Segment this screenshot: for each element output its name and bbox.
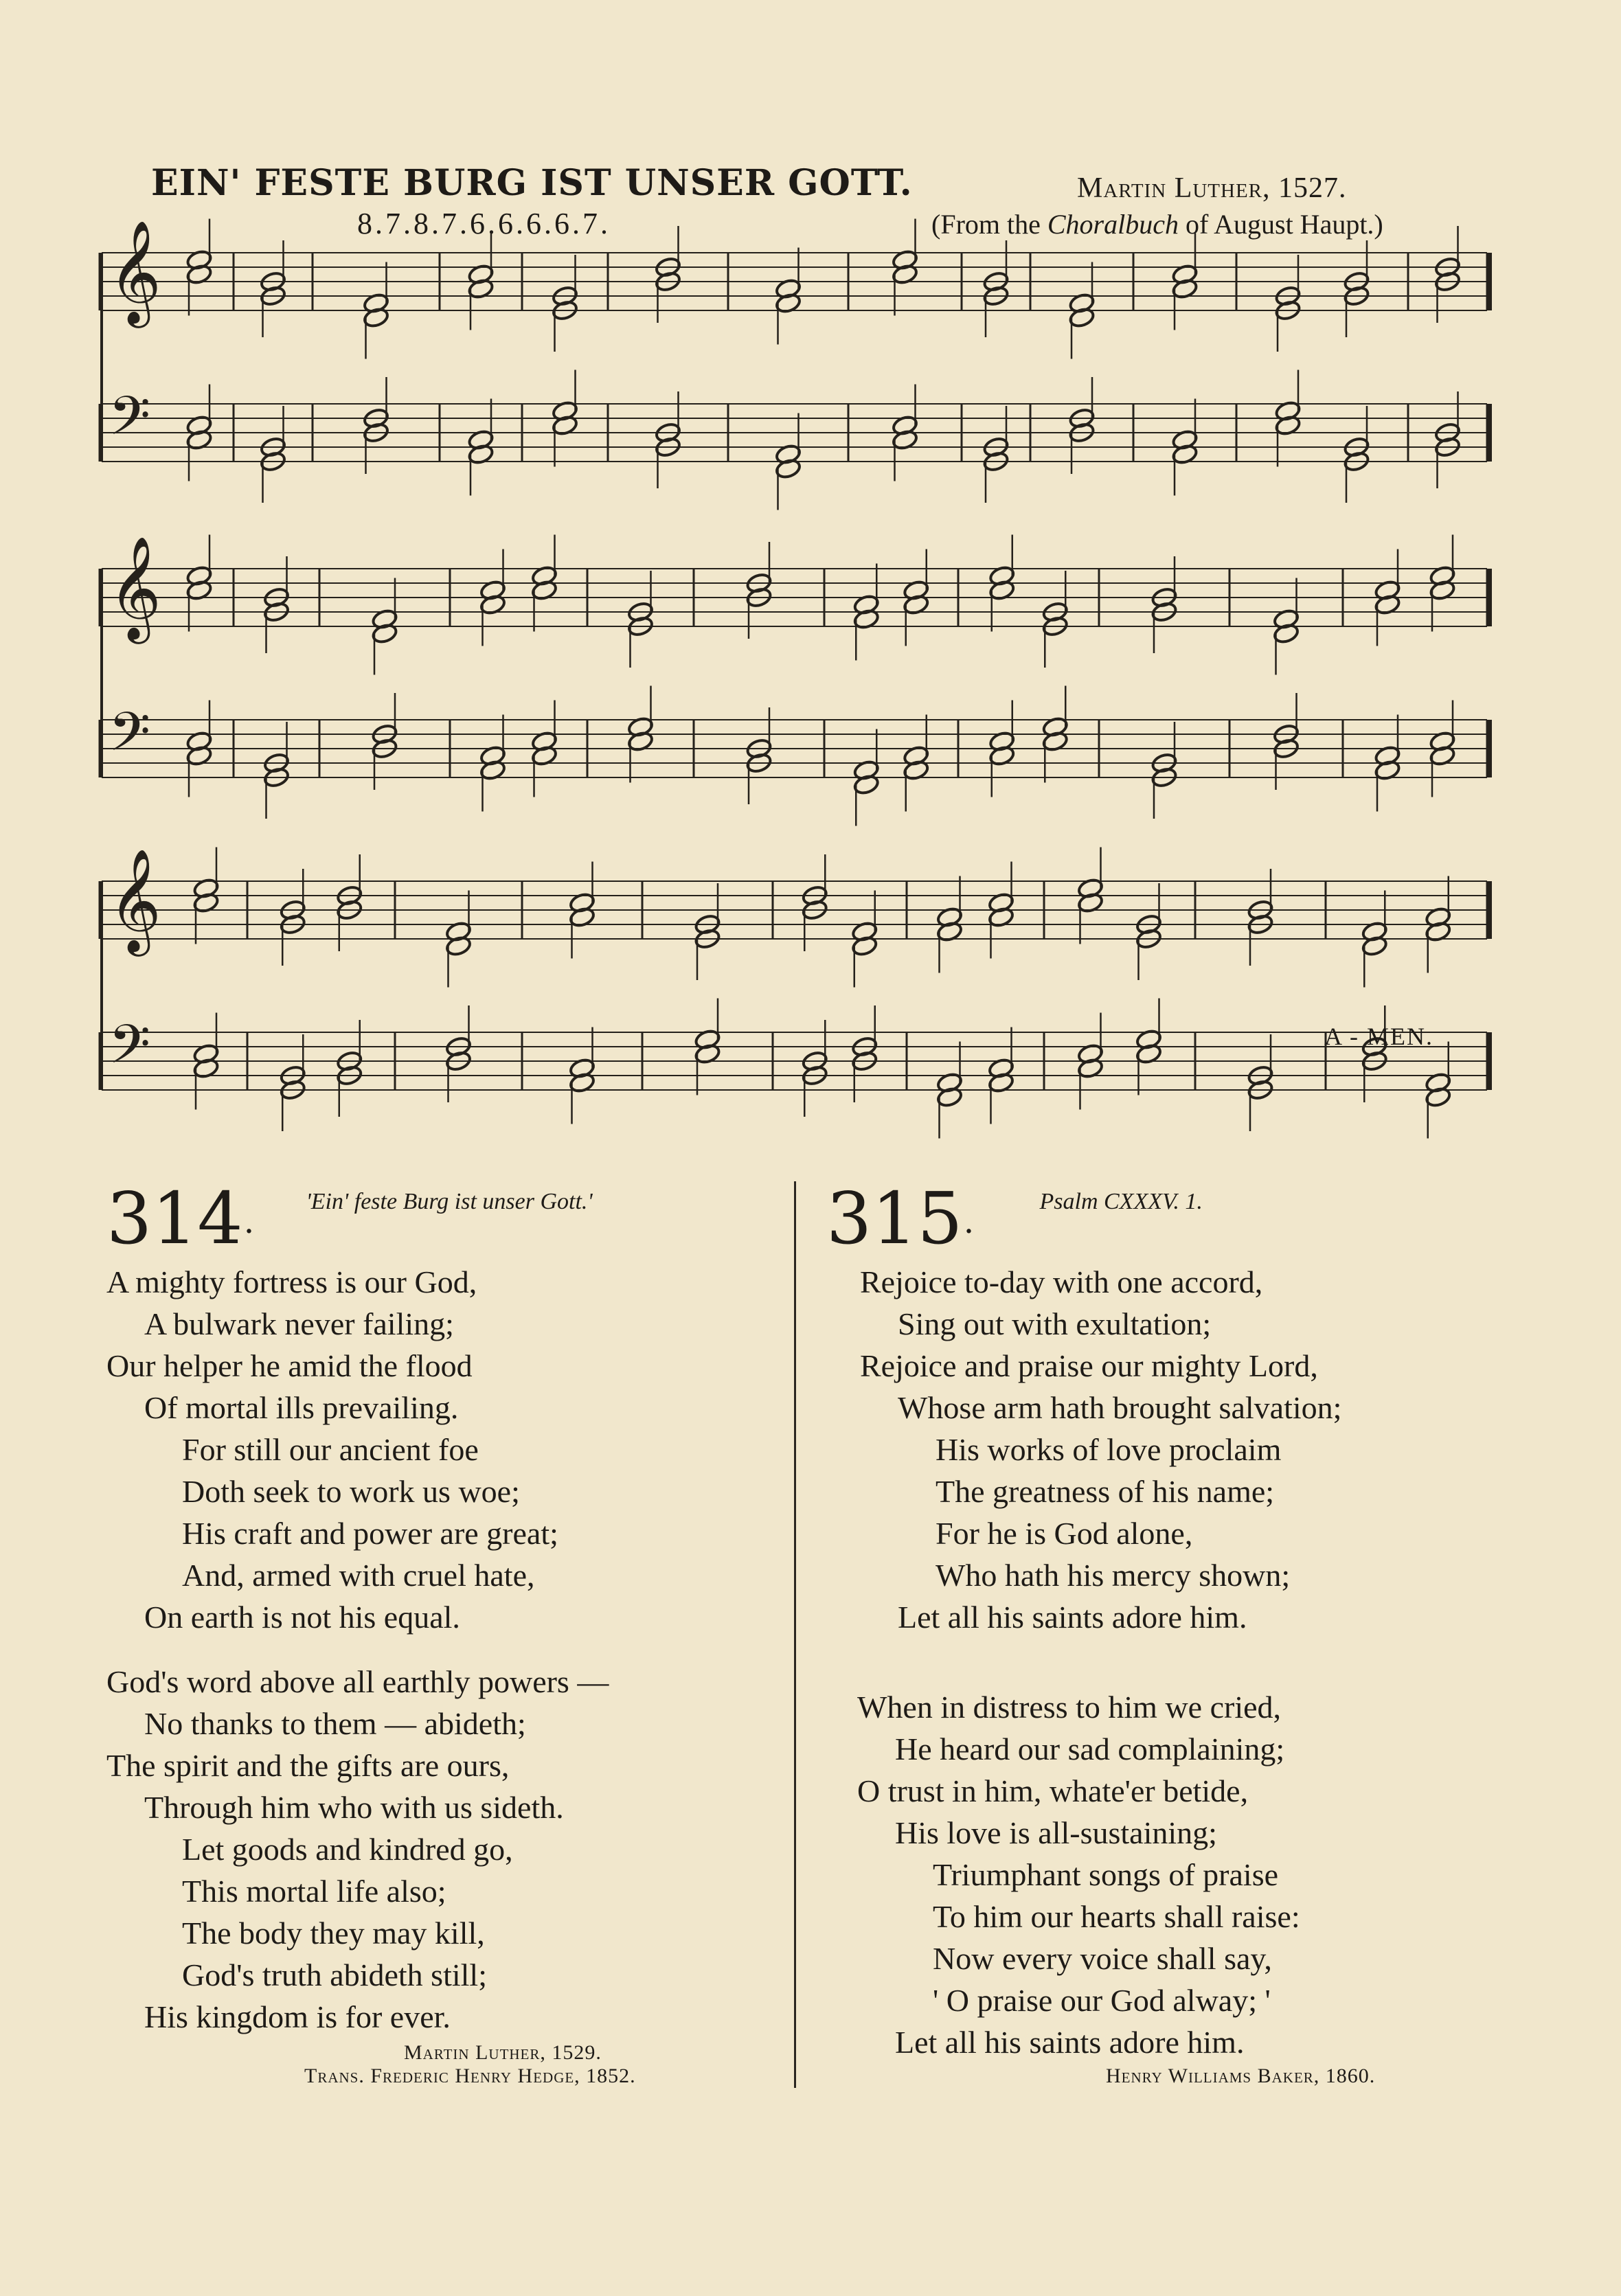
verse-line: Our helper he amid the flood	[106, 1348, 473, 1383]
hymn-314-stanza-1	[106, 1261, 558, 1638]
verse-line: Through him who with us sideth.	[144, 1790, 564, 1825]
hymn-meter: 8.7.8.7.6.6.6.6.7.	[357, 207, 611, 240]
amen-lyric: A - MEN.	[1324, 1023, 1433, 1050]
column-divider	[794, 1181, 796, 2088]
verse-line: He heard our sad complaining;	[895, 1731, 1285, 1766]
hymn-number: 315	[826, 1177, 963, 1260]
composer-credit: Martin Luther, 1527.	[1077, 172, 1347, 204]
hymn-subtitle: Psalm CXXXV. 1.	[1039, 1189, 1203, 1214]
source-prefix: (From the	[931, 209, 1047, 240]
verse-line: His kingdom is for ever.	[144, 1999, 451, 2034]
verse-line: For he is God alone,	[936, 1516, 1193, 1551]
bass-clef-icon: 𝄢	[109, 701, 151, 777]
verse-line: His works of love proclaim	[936, 1432, 1282, 1467]
verse-line: On earth is not his equal.	[144, 1600, 460, 1635]
translator-credit: Trans. Frederic Henry Hedge, 1852.	[304, 2065, 636, 2087]
verse-line: The spirit and the gifts are ours,	[106, 1748, 510, 1783]
verse-line: His craft and power are great;	[182, 1516, 558, 1551]
source-suffix: of August Haupt.)	[1179, 209, 1383, 240]
verse-line: A bulwark never failing;	[144, 1306, 454, 1341]
source-book: Choralbuch	[1047, 209, 1179, 240]
verse-line: ' O praise our God alway; '	[933, 1983, 1271, 2018]
hymn-315	[826, 1177, 1203, 1260]
hymn-314-stanza-2	[106, 1661, 609, 2038]
verse-line: Rejoice to-day with one accord,	[860, 1264, 1263, 1299]
verse-line: Let all his saints adore him.	[898, 1600, 1247, 1635]
verse-line: To him our hearts shall raise:	[933, 1899, 1300, 1934]
verse-line: And, armed with cruel hate,	[182, 1558, 535, 1593]
hymn-number-dot: ·	[242, 1210, 256, 1251]
treble-clef-icon: 𝄞	[109, 535, 161, 639]
verse-line: The greatness of his name;	[936, 1474, 1275, 1509]
verse-line: O trust in him, whate'er betide,	[857, 1773, 1249, 1808]
hymn-315-stanza-1	[860, 1261, 1341, 1638]
verse-line: The body they may kill,	[182, 1916, 485, 1951]
hymn-number-dot: ·	[962, 1210, 975, 1251]
verse-line: Doth seek to work us woe;	[182, 1474, 520, 1509]
verse-line: No thanks to them — abideth;	[144, 1706, 526, 1741]
verse-line: God's truth abideth still;	[182, 1957, 487, 1992]
author-credit: Martin Luther, 1529.	[404, 2041, 602, 2064]
verse-line: Who hath his mercy shown;	[936, 1558, 1291, 1593]
verse-line: Triumphant songs of praise	[933, 1857, 1279, 1892]
verse-line: This mortal life also;	[182, 1874, 446, 1909]
verse-line: Let goods and kindred go,	[182, 1832, 513, 1867]
verse-line: For still our ancient foe	[182, 1432, 479, 1467]
bass-clef-icon: 𝄢	[109, 385, 151, 461]
bass-clef-icon: 𝄢	[109, 1014, 151, 1089]
hymn-subtitle: 'Ein' feste Burg ist unser Gott.'	[306, 1189, 593, 1214]
verse-line: Rejoice and praise our mighty Lord,	[860, 1348, 1318, 1383]
hymn-314	[106, 1177, 593, 1260]
hymn-tune-title: EIN' FESTE BURG IST UNSER GOTT.	[151, 162, 913, 204]
hymn-number: 314	[106, 1177, 243, 1260]
hymn-315-stanza-2	[857, 1686, 1300, 2063]
verse-line: Sing out with exultation;	[898, 1306, 1212, 1341]
treble-clef-icon: 𝄞	[109, 848, 161, 952]
verse-line: His love is all-sustaining;	[895, 1815, 1217, 1850]
treble-clef-icon: 𝄞	[109, 219, 161, 323]
verse-line: Of mortal ills prevailing.	[144, 1390, 459, 1425]
verse-line: Whose arm hath brought salvation;	[898, 1390, 1342, 1425]
verse-line: Now every voice shall say,	[933, 1941, 1272, 1976]
author-credit: Henry Williams Baker, 1860.	[1106, 2065, 1376, 2087]
verse-line: God's word above all earthly powers —	[106, 1664, 609, 1699]
verse-line: When in distress to him we cried,	[857, 1690, 1282, 1725]
verse-line: Let all his saints adore him.	[895, 2025, 1245, 2060]
verse-line: A mighty fortress is our God,	[106, 1264, 477, 1299]
